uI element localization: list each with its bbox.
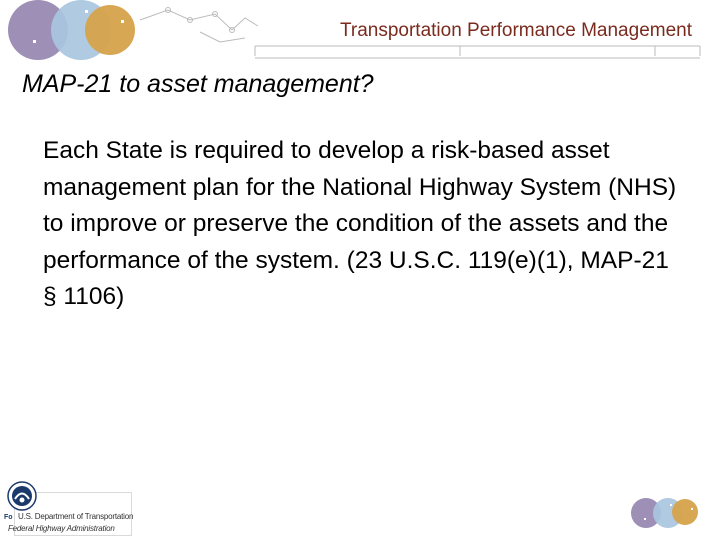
slide-body-text: Each State is required to develop a risk-based asset management plan for the National Highway System (NHS) to improve or preserve the condition of the assets and the performance of the system. (23 U.S.C. 119(e)(1), MAP-21 § 1106) (43, 137, 677, 310)
logo-agency-text: Federal Highway Administration (8, 524, 115, 533)
header-dot (121, 20, 124, 23)
usdot-fhwa-logo (4, 478, 134, 536)
header-network-lines (140, 8, 258, 43)
header-title: Transportation Performance Management (339, 20, 692, 41)
logo-department-text: U.S. Department of Transportation (18, 512, 134, 521)
header-rule (255, 46, 700, 58)
header-circles (8, 0, 135, 60)
logo-fa-text: Fo (4, 514, 13, 521)
header-circle-gold (85, 5, 135, 55)
dot-circles-logo (630, 496, 702, 530)
dot-seal-icon (6, 480, 38, 512)
header-dot (85, 10, 88, 13)
slide-title: MAP-21 to asset management? (22, 70, 374, 98)
header-dot (33, 40, 36, 43)
footer-circle-gold (672, 499, 698, 525)
